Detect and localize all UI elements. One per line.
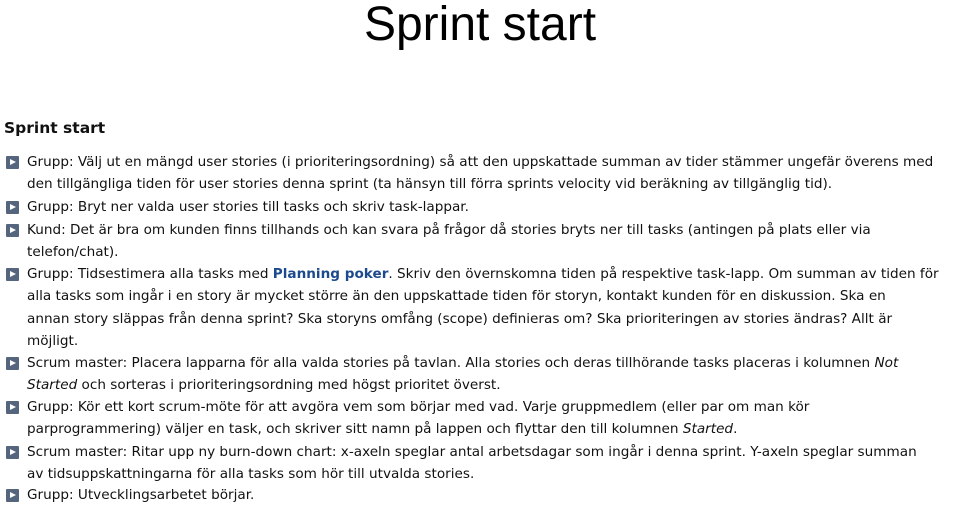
list-item-text: . Skriv den övernskomna tiden på respektive task-lapp. Om summan av tiden för [388, 266, 939, 282]
bullet-arrow-icon [6, 489, 19, 502]
list-item-line: Scrum master: Ritar upp ny burn-down chart: x-axeln speglar antal arbetsdagar som ingår i denna sprint. Y-axeln speglar summan [27, 444, 917, 460]
list-item [6, 484, 960, 506]
list-item-text: parprogrammering) väljer en task, och skriver sitt namn på lappen och flyttar den till kolumnen [27, 421, 683, 438]
list-item-line: Grupp: Utvecklingsarbetet börjar. [27, 487, 255, 503]
list-item [6, 151, 960, 196]
list-item-line: Grupp: Kör ett kort scrum-möte för att avgöra vem som börjar med vad. Varje gruppmedlem (eller par om man kör [27, 399, 810, 415]
list-item-line [27, 263, 960, 285]
list-item-line [27, 418, 960, 440]
slide-title: Sprint start [363, 0, 597, 51]
list-item-line: den tillgängliga tiden för user stories denna sprint (ta hänsyn till förra sprints velocity vid beräkning av tillgänglig tid). [27, 176, 833, 193]
section-heading: Sprint start [4, 119, 106, 137]
list-item-line: Grupp: Bryt ner valda user stories till tasks och skriv task-lappar. [27, 199, 469, 215]
list-item-line: annan story släppas från denna sprint? Ska storyns omfång (scope) definieras om? Ska prioriteringen av stories ändras? Allt är [27, 310, 893, 327]
planning-poker-link[interactable]: Planning poker [272, 266, 389, 282]
list-item-text: . [733, 421, 738, 438]
bullet-arrow-icon [6, 401, 19, 414]
bullet-arrow-icon [6, 357, 19, 370]
list-item-text: och sorteras i prioriteringsordning med högst prioritet överst. [77, 377, 501, 394]
list-item-line: Kund: Det är bra om kunden finns tillhands och kan svara på frågor då stories bryts ner till tasks (antingen på plats eller via [27, 222, 871, 238]
bullet-arrow-icon [6, 446, 19, 459]
list-item-line [27, 374, 960, 396]
list-item-text: Scrum master: Placera lapparna för alla valda stories på tavlan. Alla stories och deras tillhörande tasks placeras i kolumnen [27, 355, 875, 371]
list-item-line: av tidsuppskattningarna för alla tasks som hör till utvalda stories. [27, 466, 475, 483]
list-item [6, 352, 960, 397]
list-item-line [27, 352, 960, 374]
list-item [6, 219, 960, 264]
list-item-text: Grupp: Tidsestimera alla tasks med [27, 266, 273, 282]
list-item [6, 396, 960, 441]
bullet-arrow-icon [6, 268, 19, 281]
column-name: Started [682, 421, 734, 438]
list-item-line: telefon/chat). [27, 244, 119, 261]
list-item-line: möjligt. [27, 333, 79, 350]
bullet-arrow-icon [6, 224, 19, 237]
list-item [6, 441, 960, 486]
list-item [6, 263, 960, 353]
list-item-line: alla tasks som ingår i en story är mycket större än den uppskattade tiden för storyn, kontakt kunden för en diskussion. Ska en [27, 288, 886, 305]
list-item [6, 196, 960, 218]
column-name: Started [27, 377, 78, 394]
bullet-arrow-icon [6, 201, 19, 214]
bullet-arrow-icon [6, 156, 19, 169]
column-name: Not [874, 355, 899, 371]
list-item-line: Grupp: Välj ut en mängd user stories (i prioriteringsordning) så att den uppskattade summan av tider stämmer ungefär överens med [27, 154, 934, 170]
